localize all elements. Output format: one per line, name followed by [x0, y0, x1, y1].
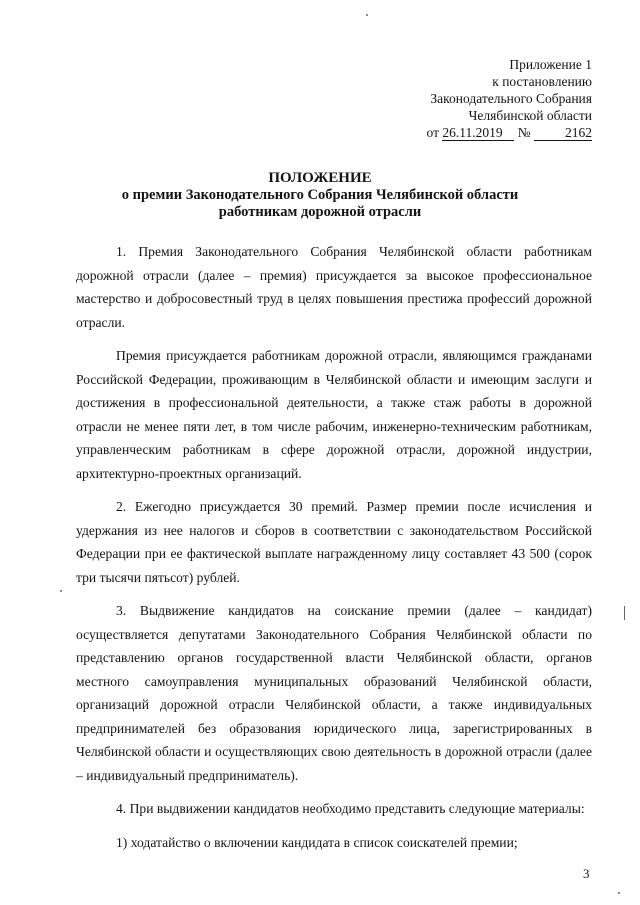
- paragraph-5: 4. При выдвижении кандидатов необходимо представить следующие материалы:: [116, 801, 585, 816]
- annex-line-3: Законодательного Собрания: [430, 91, 592, 106]
- scan-speck: [366, 14, 368, 16]
- document-title: [40, 170, 600, 221]
- paragraph-3: 2. Ежегодно присуждается 30 премий. Размер премии после исчисления и удержания из нее налогов и сборов в соответствии с законодательством Российской Федерации при ее фактической выплате награжденному лицу составляет 43 500 (сорок три тысячи пятьсот) рублей.: [76, 499, 592, 585]
- annex-header: [352, 56, 592, 141]
- paragraph-2: Премия присуждается работникам дорожной отрасли, являющимся гражданами Российской Федерации, проживающим в Челябинской области и имеющим заслуги и достижения в профессиональной деятельности, а также стаж работы в дорожной отрасли не менее пяти лет, в том числе рабочим, инженерно-техническим работникам, управленческим работникам в сфере дорожной отрасли, дорожной индустрии, архитектурно-проектных организаций.: [76, 348, 592, 481]
- scan-mark: [624, 606, 625, 620]
- document-body: [76, 240, 592, 864]
- number-sign: №: [517, 125, 531, 140]
- annex-line-4: Челябинской области: [468, 108, 592, 123]
- date-prefix: от: [426, 125, 439, 140]
- annex-line-2: к постановлению: [492, 74, 592, 89]
- title-line-3: работникам дорожной отрасли: [218, 204, 422, 220]
- page-number: 3: [583, 866, 590, 881]
- scan-speck: [60, 590, 62, 592]
- resolution-number: 2162: [534, 126, 592, 141]
- annex-date-number-line: [352, 124, 592, 141]
- title-line-2: о премии Законодательного Собрания Челябинской области: [121, 187, 519, 203]
- annex-line-1: Приложение 1: [509, 57, 592, 72]
- scan-speck: [618, 892, 620, 894]
- resolution-date: 26.11.2019: [442, 126, 514, 141]
- paragraph-4: 3. Выдвижение кандидатов на соискание премии (далее – кандидат) осуществляется депутатами Законодательного Собрания Челябинской области по представлению органов государственной власти Челябинской области, органов местного самоуправления муниципальных образований Челябинской области, организаций дорожной отрасли Челябинской области, а также индивидуальных предпринимателей без образования юридического лица, зарегистрированных в Челябинской области и осуществляющих свою деятельность в дорожной отрасли (далее – индивидуальный предприниматель).: [76, 603, 592, 783]
- paragraph-1: 1. Премия Законодательного Собрания Челябинской области работникам дорожной отрасли (далее – премия) присуждается за высокое профессиональное мастерство и добросовестный труд в целях повышения престижа профессий дорожной отрасли.: [76, 244, 592, 330]
- title-main: ПОЛОЖЕНИЕ: [268, 170, 372, 186]
- paragraph-6: 1) ходатайство о включении кандидата в список соискателей премии;: [116, 834, 518, 850]
